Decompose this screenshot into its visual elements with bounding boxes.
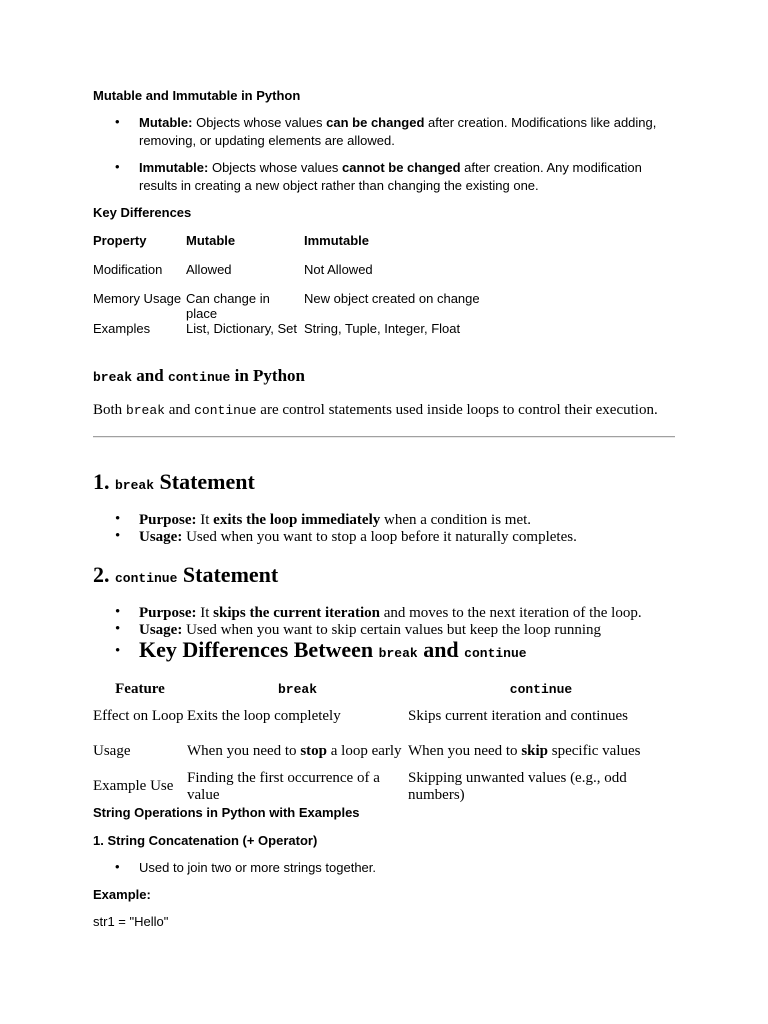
table-header-cell: Property — [93, 233, 147, 248]
text-run: Used when you want to stop a loop before it naturally completes. — [182, 529, 577, 545]
text-run: specific values — [548, 743, 641, 759]
bullet-icon: • — [115, 114, 120, 129]
table-cell: String, Tuple, Integer, Float — [304, 321, 461, 336]
bullet-icon: • — [115, 604, 121, 620]
bullet-icon: • — [115, 511, 121, 527]
text-run: and moves to the next iteration of the loop. — [379, 605, 642, 621]
text-run: Used when you want to skip certain values but keep the loop running — [182, 622, 601, 638]
text-run: When you need to — [187, 743, 301, 759]
list-item-text — [139, 159, 679, 195]
term-label: Usage: — [139, 529, 183, 545]
text-run: Skipping unwanted values (e.g., odd numbers) — [408, 769, 627, 803]
table-row — [93, 262, 504, 291]
table-cell: Example Use — [93, 778, 174, 794]
text-run: and — [164, 402, 195, 418]
table-row — [93, 734, 674, 769]
code-inline: continue — [167, 370, 231, 385]
table-cell: Not Allowed — [304, 262, 373, 277]
text-run: Exits the loop completely — [187, 708, 341, 724]
text-run: after creation. Modifications like adding, removing, or updating elements are allowed. — [139, 115, 657, 148]
text-run: Objects whose values — [196, 115, 327, 130]
emphasis: skip — [521, 743, 549, 759]
text-run: are control statements used inside loops to control their execution. — [256, 402, 658, 418]
text-run: Statement — [154, 469, 255, 494]
bullet-icon: • — [115, 643, 121, 659]
section-title-mutable: Mutable and Immutable in Python — [93, 88, 301, 103]
section-title-string-ops: String Operations in Python with Examples — [93, 805, 360, 820]
table-header-cell: break — [277, 681, 317, 697]
horizontal-rule — [93, 436, 675, 438]
table-cell — [187, 734, 408, 769]
key-differences-title: Key Differences — [93, 205, 192, 220]
table-header-cell: Immutable — [304, 233, 370, 248]
code-inline: break — [93, 370, 133, 385]
table-cell: Modification — [93, 262, 163, 277]
table-header-row — [93, 233, 504, 262]
table-cell: Can change in place — [186, 291, 270, 321]
text-run: Finding the first occurrence of a value — [187, 769, 380, 803]
table-row — [93, 291, 504, 321]
code-inline: continue — [194, 403, 257, 418]
break-continue-heading — [93, 366, 305, 388]
heading-number: 2. — [93, 562, 115, 587]
text-run: when a condition is met. — [380, 512, 532, 528]
text-run: Objects whose values — [211, 160, 343, 175]
code-inline: continue — [115, 571, 178, 586]
continue-statement-heading — [93, 561, 278, 593]
list-item-text — [139, 114, 679, 150]
subsection-title-concatenation: 1. String Concatenation (+ Operator) — [93, 833, 318, 848]
table-header-cell: continue — [509, 681, 573, 697]
code-inline: break — [125, 403, 165, 418]
text-run: Statement — [177, 562, 279, 587]
text-run: a loop early — [327, 743, 402, 759]
table-cell: Effect on Loop — [93, 708, 184, 724]
term-label: Mutable: — [139, 115, 193, 130]
list-item-text — [139, 511, 679, 529]
bullet-icon: • — [115, 621, 121, 637]
term-label: Immutable: — [139, 160, 209, 175]
table-header-cell: Mutable — [186, 233, 236, 248]
table-row — [93, 769, 674, 804]
list-item-text — [139, 604, 679, 622]
term-label: Purpose: — [139, 512, 197, 528]
table-cell — [408, 699, 674, 734]
text-run: When you need to — [408, 743, 522, 759]
example-label: Example: — [93, 887, 151, 902]
table-cell: Allowed — [186, 262, 232, 277]
table-cell: New object created on change — [304, 291, 480, 306]
table-cell — [187, 769, 408, 804]
code-inline: continue — [464, 646, 527, 661]
key-differences-heading — [139, 636, 679, 668]
mutable-comparison-table — [93, 233, 504, 350]
break-statement-heading — [93, 468, 255, 500]
table-header-row — [93, 679, 674, 699]
text-run: and — [417, 637, 465, 662]
code-line: str1 = "Hello" — [93, 914, 169, 929]
table-header-cell: Feature — [115, 680, 165, 697]
text-run: in Python — [230, 366, 305, 385]
emphasis: exits the loop immediately — [213, 512, 381, 528]
text-run: and — [132, 366, 168, 385]
text-run: Skips current iteration and continues — [408, 708, 628, 724]
text-run: Both — [93, 402, 126, 418]
emphasis: cannot be changed — [342, 160, 461, 175]
text-run: It — [196, 512, 214, 528]
term-label: Usage: — [139, 622, 183, 638]
text-run: after creation. Any modification results in creating a new object rather than changing the existing one. — [139, 160, 642, 193]
table-cell: List, Dictionary, Set — [186, 321, 298, 336]
emphasis: skips the current iteration — [213, 605, 380, 621]
bullet-icon: • — [115, 159, 120, 174]
table-cell: Examples — [93, 321, 151, 336]
bullet-icon: • — [115, 859, 120, 874]
table-row — [93, 699, 674, 734]
emphasis: can be changed — [326, 115, 425, 130]
text-run: Key Differences Between — [139, 637, 379, 662]
table-cell — [408, 769, 674, 804]
code-inline: break — [115, 478, 155, 493]
table-cell: Memory Usage — [93, 291, 182, 306]
heading-number: 1. — [93, 469, 115, 494]
bullet-icon: • — [115, 528, 121, 544]
break-continue-table — [93, 679, 674, 804]
emphasis: stop — [300, 743, 327, 759]
table-cell — [408, 734, 674, 769]
table-cell — [187, 699, 408, 734]
term-label: Purpose: — [139, 605, 197, 621]
table-row — [93, 321, 504, 350]
list-item-text: Used to join two or more strings together. — [139, 860, 377, 875]
table-cell: Usage — [93, 743, 131, 759]
break-continue-intro — [93, 401, 693, 420]
code-inline: break — [378, 646, 418, 661]
list-item-text — [139, 528, 679, 546]
text-run: It — [196, 605, 214, 621]
